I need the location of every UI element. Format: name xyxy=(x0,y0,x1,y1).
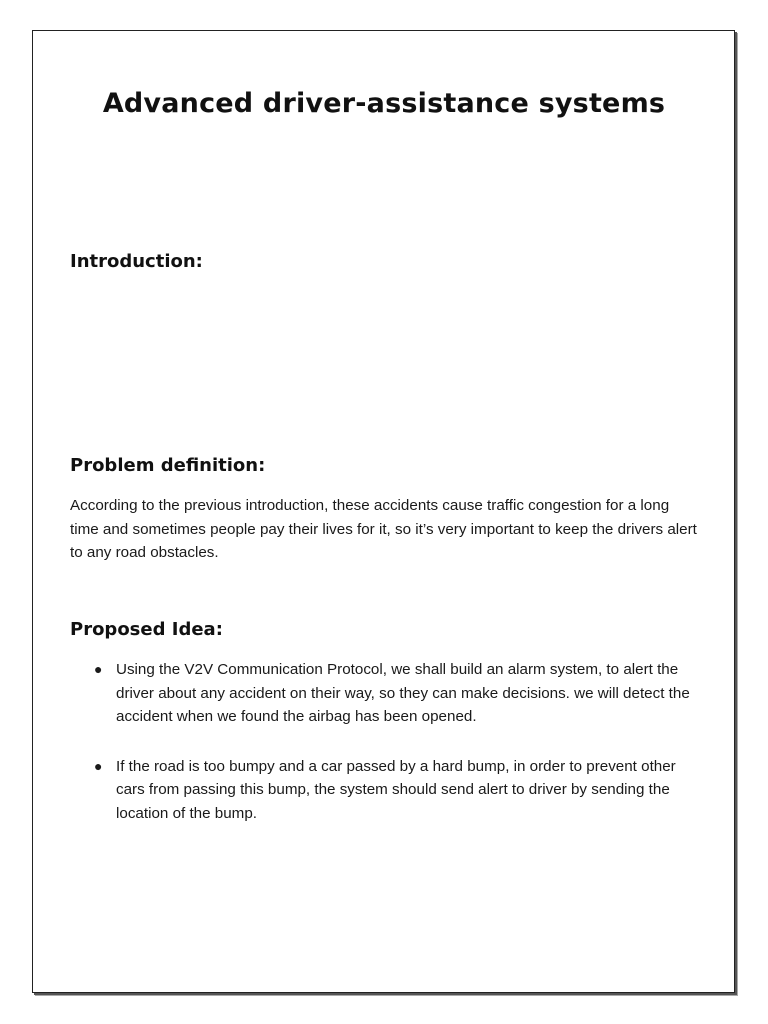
bullet-icon: ● xyxy=(94,757,103,774)
bullet-text: Using the V2V Communication Protocol, we shall build an alarm system, to alert the driver about any accident on their way, so they can make decisions. we will detect the accident when we found the airbag has been opened. xyxy=(116,661,690,725)
bullet-icon: ● xyxy=(94,661,103,677)
proposed-idea-list xyxy=(70,658,700,825)
document-title: Advanced driver-assistance systems xyxy=(102,88,666,119)
section-heading-problem-definition: Problem definition: xyxy=(70,455,266,476)
section-heading-proposed-idea: Proposed Idea: xyxy=(70,619,223,640)
list-item xyxy=(70,755,700,826)
section-heading-introduction: Introduction: xyxy=(70,251,203,272)
list-item xyxy=(70,658,700,729)
problem-definition-paragraph: According to the previous introduction, these accidents cause traffic congestion for a long time and sometimes people pay their lives for it, so it’s very important to keep the drivers alert to any road obstacles. xyxy=(70,497,697,561)
bullet-text: If the road is too bumpy and a car passed by a hard bump, in order to prevent other cars from passing this bump, the system should send alert to driver by sending the location of the bump. xyxy=(116,757,676,822)
